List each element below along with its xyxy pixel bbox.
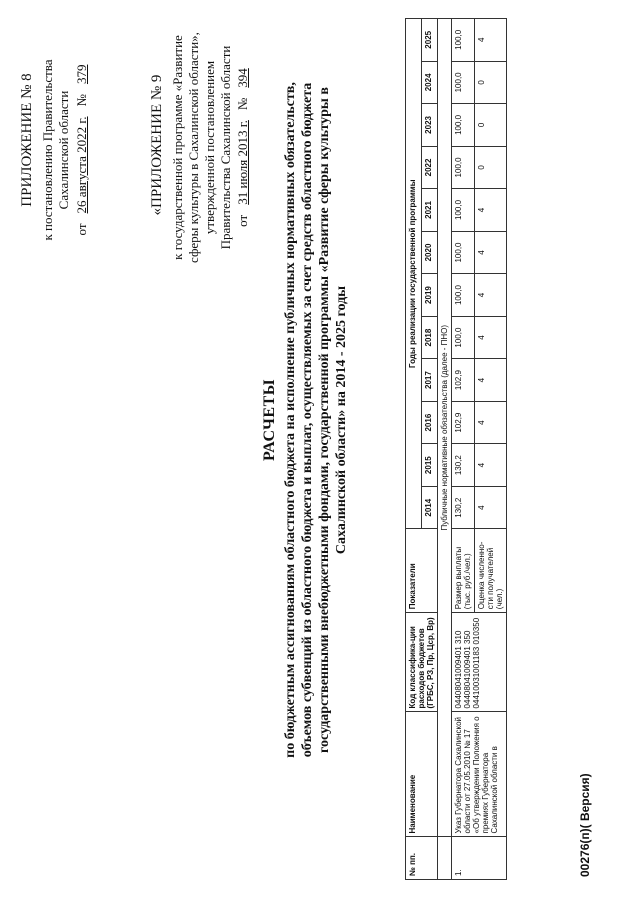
calculations-table — [405, 18, 507, 880]
appendix8-line1: к постановлению Правительства — [40, 59, 55, 241]
appendix8-line2: Сахалинской области — [55, 90, 71, 210]
value-payment-2015: 130,2 — [452, 444, 475, 487]
appendix9-dateline — [235, 5, 251, 290]
appendix9-no-label: № — [235, 97, 251, 111]
value-payment-2023: 100,0 — [452, 104, 475, 147]
year-header-2016: 2016 — [422, 401, 438, 444]
section-pno: Публичные нормативные обязательства (далее - ПНО) — [438, 19, 452, 837]
year-header-2014: 2014 — [422, 486, 438, 529]
value-recipients-2025: 4 — [475, 19, 507, 62]
value-payment-2020: 100,0 — [452, 231, 475, 274]
value-payment-2025: 100,0 — [452, 19, 475, 62]
appendix9-from: от — [235, 214, 251, 227]
document-heading: РАСЧЕТЫ — [261, 379, 278, 461]
appendix8-date: 26 августа 2022 г. — [73, 116, 89, 214]
value-recipients-2018: 4 — [475, 316, 507, 359]
footer-version: 00276(п)( Версия) — [578, 773, 592, 877]
appendix9-title: «ПРИЛОЖЕНИЕ № 9 — [149, 74, 165, 216]
appendix9-line1: к государственной программе «Развитие — [170, 35, 185, 260]
appendix9-line3: утвержденной постановлением — [201, 60, 217, 235]
appendix9-line2: сферы культуры в Сахалинской области», — [185, 32, 201, 263]
year-header-2020: 2020 — [422, 231, 438, 274]
header-years-group: Годы реализации государственной программы — [406, 19, 422, 529]
year-header-2023: 2023 — [422, 104, 438, 147]
row-code — [452, 613, 507, 712]
year-header-2019: 2019 — [422, 274, 438, 317]
year-header-2025: 2025 — [422, 19, 438, 62]
header-no: № пп. — [406, 837, 438, 880]
row-indicator-2: Оценка численно-сти получателей (чел.) — [475, 529, 507, 613]
appendix9-block — [170, 5, 251, 290]
value-recipients-2023: 0 — [475, 104, 507, 147]
header-indicators: Показатели — [406, 529, 438, 613]
year-header-2024: 2024 — [422, 61, 438, 104]
header-name: Наименование — [406, 712, 438, 837]
value-payment-2017: 102,9 — [452, 359, 475, 402]
value-recipients-2021: 4 — [475, 189, 507, 232]
document-title — [260, 55, 350, 785]
row-no: 1. — [452, 837, 507, 880]
value-payment-2019: 100,0 — [452, 274, 475, 317]
year-header-2022: 2022 — [422, 146, 438, 189]
value-recipients-2022: 0 — [475, 146, 507, 189]
year-header-2017: 2017 — [422, 359, 438, 402]
year-header-2015: 2015 — [422, 444, 438, 487]
appendix8-dateline — [74, 15, 90, 285]
appendix8-no-label: № — [73, 94, 89, 107]
row-name: Указ Губернатора Сахалинской области от 27.05.2010 № 17 «Об утверждении Положения о премиях Губернатора Сахалинской области в — [452, 712, 507, 837]
row-indicator-1: Размер выплаты (тыс. руб./чел.) — [452, 529, 475, 613]
appendix9-line4: Правительства Сахалинской области — [217, 45, 233, 250]
section-empty — [438, 837, 452, 880]
table-section-row — [438, 19, 452, 880]
document-subtitle: по бюджетным ассигнованиям областного бюджета на исполнение публичных нормативных обязательств, объемов субвенций из областного бюджета и выплат, осуществляемых за счет средств областного бюджета государственными внебюджетными фондами, государственной программы «Развитие сферы культуры в Сахалинской области» на 2014 - 2025 годы — [283, 82, 349, 758]
year-header-2021: 2021 — [422, 189, 438, 232]
table-row — [452, 19, 475, 880]
row-code-1: 04408041009401 310 — [454, 630, 463, 709]
appendix9-number: 394 — [235, 68, 251, 88]
value-payment-2021: 100,0 — [452, 189, 475, 232]
appendix8-from: от — [73, 223, 89, 236]
value-recipients-2016: 4 — [475, 401, 507, 444]
appendix9-date: 31 июля 2013 г. — [235, 120, 251, 205]
appendix8-number: 379 — [73, 64, 89, 85]
table-header-row — [406, 19, 422, 880]
value-recipients-2014: 4 — [475, 486, 507, 529]
row-code-2: 04408041009401 350 — [463, 630, 472, 709]
value-recipients-2019: 4 — [475, 274, 507, 317]
value-recipients-2015: 4 — [475, 444, 507, 487]
value-payment-2022: 100,0 — [452, 146, 475, 189]
year-header-2018: 2018 — [422, 316, 438, 359]
value-payment-2014: 130,2 — [452, 486, 475, 529]
row-code-3: 04410031001183 010350 — [472, 617, 481, 709]
value-payment-2018: 100,0 — [452, 316, 475, 359]
value-payment-2016: 102,9 — [452, 401, 475, 444]
appendix8-title: ПРИЛОЖЕНИЕ № 8 — [19, 73, 35, 207]
header-code: Код классифика-ции расходов бюджетов (ГРБС, РЗ, Пр, Цср, Вр) — [406, 613, 438, 712]
value-recipients-2017: 4 — [475, 359, 507, 402]
value-recipients-2020: 4 — [475, 231, 507, 274]
value-payment-2024: 100,0 — [452, 61, 475, 104]
appendix8-block — [40, 15, 90, 285]
value-recipients-2024: 0 — [475, 61, 507, 104]
